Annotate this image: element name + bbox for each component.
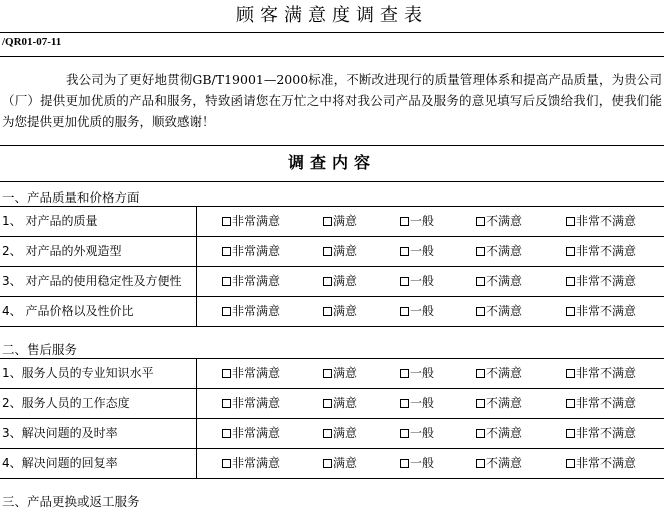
option-label: 非常满意 xyxy=(232,366,281,380)
survey-row xyxy=(0,236,664,266)
rating-option[interactable] xyxy=(476,364,522,381)
question-label: 2、服务人员的工作态度 xyxy=(2,396,130,410)
rating-option[interactable] xyxy=(323,394,357,411)
column-divider xyxy=(196,296,197,326)
column-divider xyxy=(196,388,197,418)
checkbox-icon[interactable] xyxy=(222,399,231,408)
option-label: 非常满意 xyxy=(232,274,281,288)
rating-option[interactable] xyxy=(476,212,522,229)
option-label: 非常满意 xyxy=(232,244,281,258)
option-label: 满意 xyxy=(333,274,358,288)
checkbox-icon[interactable] xyxy=(323,369,332,378)
option-label: 不满意 xyxy=(486,426,523,440)
survey-row xyxy=(0,388,664,418)
option-label: 不满意 xyxy=(486,244,523,258)
checkbox-icon[interactable] xyxy=(476,369,485,378)
group-header: 三、产品更换或返工服务 xyxy=(2,494,140,509)
rating-option[interactable] xyxy=(566,424,636,441)
survey-row xyxy=(0,358,664,388)
option-label: 非常满意 xyxy=(232,396,281,410)
rating-option[interactable] xyxy=(400,302,434,319)
rating-option[interactable] xyxy=(323,242,357,259)
rating-option[interactable] xyxy=(222,302,280,319)
rating-option[interactable] xyxy=(222,272,280,289)
column-divider xyxy=(196,418,197,448)
option-label: 非常满意 xyxy=(232,456,281,470)
option-label: 满意 xyxy=(333,366,358,380)
checkbox-icon[interactable] xyxy=(222,307,231,316)
checkbox-icon[interactable] xyxy=(222,429,231,438)
rating-option[interactable] xyxy=(566,272,636,289)
rating-option[interactable] xyxy=(323,212,357,229)
group-header: 二、售后服务 xyxy=(2,342,78,357)
checkbox-icon[interactable] xyxy=(323,399,332,408)
rating-option[interactable] xyxy=(566,454,636,471)
rating-option[interactable] xyxy=(566,242,636,259)
rating-option[interactable] xyxy=(400,364,434,381)
rating-option[interactable] xyxy=(566,212,636,229)
option-label: 一般 xyxy=(410,396,435,410)
checkbox-icon[interactable] xyxy=(566,369,575,378)
checkbox-icon[interactable] xyxy=(566,217,575,226)
rating-option[interactable] xyxy=(400,242,434,259)
rating-option[interactable] xyxy=(400,424,434,441)
column-divider xyxy=(196,448,197,478)
survey-row xyxy=(0,266,664,296)
checkbox-icon[interactable] xyxy=(476,217,485,226)
rating-option[interactable] xyxy=(476,242,522,259)
option-label: 非常不满意 xyxy=(576,244,637,258)
checkbox-icon[interactable] xyxy=(476,247,485,256)
rating-option[interactable] xyxy=(400,454,434,471)
rating-option[interactable] xyxy=(323,302,357,319)
option-label: 不满意 xyxy=(486,274,523,288)
rating-option[interactable] xyxy=(222,364,280,381)
checkbox-icon[interactable] xyxy=(222,217,231,226)
checkbox-icon[interactable] xyxy=(400,217,409,226)
checkbox-icon[interactable] xyxy=(476,459,485,468)
checkbox-icon[interactable] xyxy=(222,459,231,468)
option-label: 一般 xyxy=(410,214,435,228)
checkbox-icon[interactable] xyxy=(222,369,231,378)
checkbox-icon[interactable] xyxy=(400,369,409,378)
checkbox-icon[interactable] xyxy=(323,429,332,438)
checkbox-icon[interactable] xyxy=(566,247,575,256)
rating-option[interactable] xyxy=(400,272,434,289)
rating-option[interactable] xyxy=(566,364,636,381)
option-label: 一般 xyxy=(410,366,435,380)
divider xyxy=(0,478,664,479)
rating-option[interactable] xyxy=(222,454,280,471)
rating-option[interactable] xyxy=(476,394,522,411)
divider xyxy=(0,326,664,327)
checkbox-icon[interactable] xyxy=(323,247,332,256)
rating-option[interactable] xyxy=(323,272,357,289)
option-label: 满意 xyxy=(333,304,358,318)
rating-option[interactable] xyxy=(323,424,357,441)
rating-option[interactable] xyxy=(400,394,434,411)
question-label: 3、解决问题的及时率 xyxy=(2,426,118,440)
checkbox-icon[interactable] xyxy=(222,277,231,286)
checkbox-icon[interactable] xyxy=(400,459,409,468)
survey-row xyxy=(0,418,664,448)
checkbox-icon[interactable] xyxy=(566,399,575,408)
rating-option[interactable] xyxy=(222,212,280,229)
rating-option[interactable] xyxy=(222,242,280,259)
divider xyxy=(0,145,664,146)
document-number: /QR01-07-11 xyxy=(2,36,62,48)
rating-option[interactable] xyxy=(222,394,280,411)
option-label: 非常满意 xyxy=(232,426,281,440)
option-label: 一般 xyxy=(410,274,435,288)
option-label: 不满意 xyxy=(486,214,523,228)
option-label: 满意 xyxy=(333,426,358,440)
option-label: 非常满意 xyxy=(232,214,281,228)
rating-option[interactable] xyxy=(566,394,636,411)
option-label: 一般 xyxy=(410,304,435,318)
question-label: 4、 产品价格以及性价比 xyxy=(2,304,134,318)
checkbox-icon[interactable] xyxy=(476,277,485,286)
option-label: 满意 xyxy=(333,214,358,228)
checkbox-icon[interactable] xyxy=(323,217,332,226)
checkbox-icon[interactable] xyxy=(323,277,332,286)
rating-option[interactable] xyxy=(222,424,280,441)
checkbox-icon[interactable] xyxy=(566,307,575,316)
rating-option[interactable] xyxy=(323,454,357,471)
column-divider xyxy=(196,206,197,236)
survey-row xyxy=(0,448,664,478)
column-divider xyxy=(196,358,197,388)
checkbox-icon[interactable] xyxy=(400,307,409,316)
form-title: 顾客满意度调查表 xyxy=(236,5,428,26)
option-label: 满意 xyxy=(333,456,358,470)
checkbox-icon[interactable] xyxy=(476,399,485,408)
question-label: 2、 对产品的外观造型 xyxy=(2,244,122,258)
option-label: 满意 xyxy=(333,396,358,410)
checkbox-icon[interactable] xyxy=(566,429,575,438)
intro-paragraph: 我公司为了更好地贯彻GB/T19001—2000标准，不断改进现行的质量管理体系和提高产品质量，为贵公司（厂）提供更加优质的产品和服务，特致函请您在万忙之中将对我公司产品及服务的意见填写后反馈给我们，使我们能为您提供更加优质的服务，顺致感谢！ xyxy=(2,72,662,129)
divider xyxy=(0,32,664,33)
rating-option[interactable] xyxy=(476,424,522,441)
rating-option[interactable] xyxy=(476,302,522,319)
option-label: 非常不满意 xyxy=(576,274,637,288)
question-label: 1、服务人员的专业知识水平 xyxy=(2,366,154,380)
checkbox-icon[interactable] xyxy=(400,247,409,256)
survey-row xyxy=(0,206,664,236)
rating-option[interactable] xyxy=(566,302,636,319)
checkbox-icon[interactable] xyxy=(476,307,485,316)
checkbox-icon[interactable] xyxy=(323,459,332,468)
option-label: 一般 xyxy=(410,426,435,440)
option-label: 不满意 xyxy=(486,456,523,470)
question-label: 3、 对产品的使用稳定性及方便性 xyxy=(2,274,182,288)
option-label: 不满意 xyxy=(486,366,523,380)
question-label: 1、 对产品的质量 xyxy=(2,214,98,228)
option-label: 非常不满意 xyxy=(576,426,637,440)
rating-option[interactable] xyxy=(476,272,522,289)
option-label: 一般 xyxy=(410,456,435,470)
checkbox-icon[interactable] xyxy=(400,277,409,286)
section-title: 调查内容 xyxy=(287,153,376,172)
option-label: 非常不满意 xyxy=(576,304,637,318)
option-label: 非常不满意 xyxy=(576,366,637,380)
divider xyxy=(0,181,664,182)
option-label: 不满意 xyxy=(486,304,523,318)
survey-row xyxy=(0,296,664,326)
question-label: 4、解决问题的回复率 xyxy=(2,456,118,470)
group-header: 一、产品质量和价格方面 xyxy=(2,190,140,205)
option-label: 非常不满意 xyxy=(576,456,637,470)
checkbox-icon[interactable] xyxy=(323,307,332,316)
checkbox-icon[interactable] xyxy=(222,247,231,256)
column-divider xyxy=(196,236,197,266)
divider xyxy=(0,56,664,57)
option-label: 满意 xyxy=(333,244,358,258)
rating-option[interactable] xyxy=(476,454,522,471)
option-label: 不满意 xyxy=(486,396,523,410)
checkbox-icon[interactable] xyxy=(400,429,409,438)
option-label: 一般 xyxy=(410,244,435,258)
checkbox-icon[interactable] xyxy=(476,429,485,438)
rating-option[interactable] xyxy=(323,364,357,381)
option-label: 非常不满意 xyxy=(576,214,637,228)
rating-option[interactable] xyxy=(400,212,434,229)
checkbox-icon[interactable] xyxy=(400,399,409,408)
checkbox-icon[interactable] xyxy=(566,459,575,468)
option-label: 非常不满意 xyxy=(576,396,637,410)
column-divider xyxy=(196,266,197,296)
checkbox-icon[interactable] xyxy=(566,277,575,286)
option-label: 非常满意 xyxy=(232,304,281,318)
